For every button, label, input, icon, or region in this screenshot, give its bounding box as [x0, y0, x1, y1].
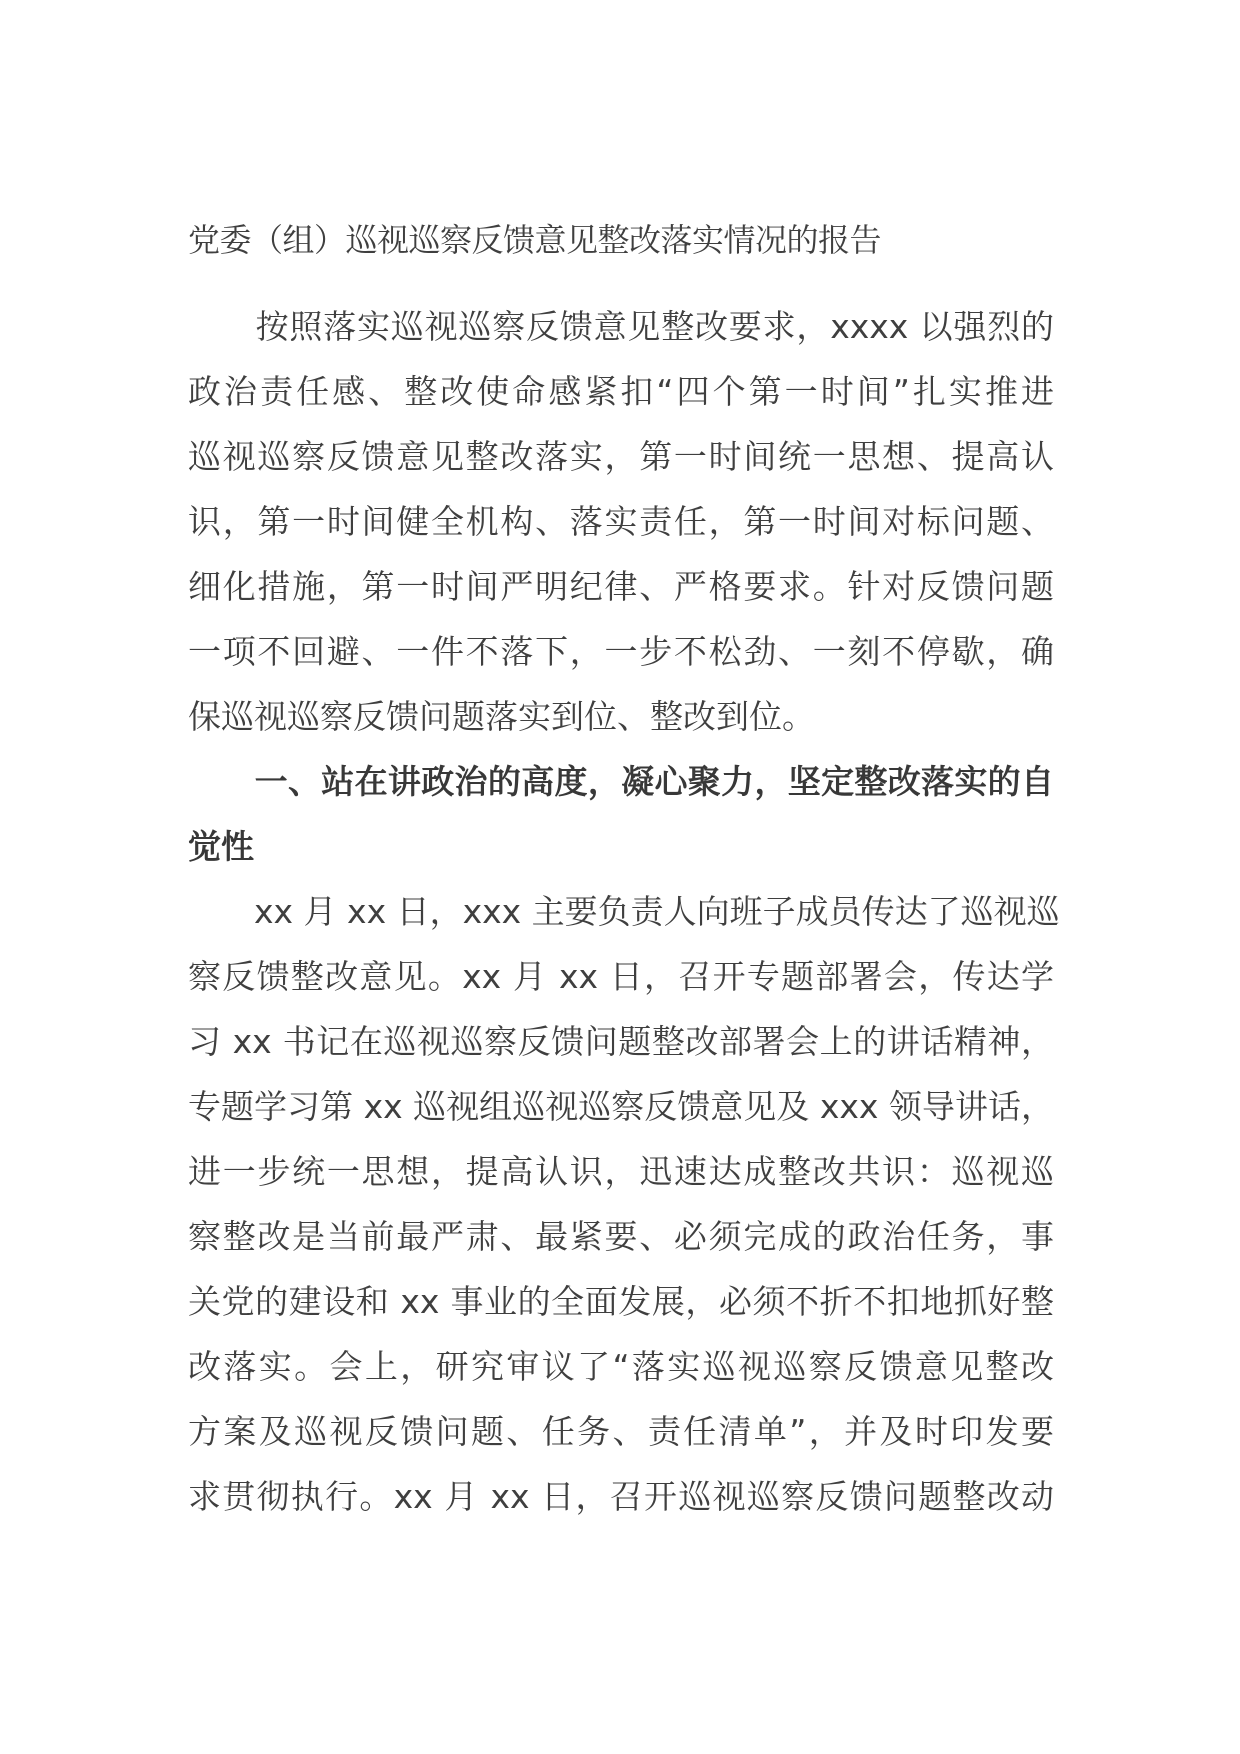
text-line: 察反馈整改意见。xx 月 xx 日，召开专题部署会，传达学 — [188, 957, 1054, 996]
text-line: 方案及巡视反馈问题、任务、责任清单”，并及时印发要 — [188, 1412, 1054, 1451]
text-line: 识，第一时间健全机构、落实责任，第一时间对标问题、 — [188, 502, 1054, 541]
text-line: 细化措施，第一时间严明纪律、严格要求。针对反馈问题 — [188, 567, 1054, 606]
text-line: 政治责任感、整改使命感紧扣“四个第一时间”扎实推进 — [188, 372, 1054, 411]
heading-line: 一、站在讲政治的高度，凝心聚力，坚定整改落实的自 — [188, 762, 1054, 801]
document-title: 党委（组）巡视巡察反馈意见整改落实情况的报告 — [188, 221, 882, 259]
document-page — [188, 208, 1060, 1529]
text-line: xx 月 xx 日，xxx 主要负责人向班子成员传达了巡视巡 — [188, 892, 1060, 931]
heading-line: 觉性 — [188, 827, 254, 866]
section-heading-1 — [188, 749, 1054, 879]
intro-paragraph — [188, 294, 1054, 749]
text-line: 巡视巡察反馈意见整改落实，第一时间统一思想、提高认 — [188, 437, 1054, 476]
text-line: 保巡视巡察反馈问题落实到位、整改到位。 — [188, 697, 815, 736]
text-line: 进一步统一思想，提高认识，迅速达成整改共识：巡视巡 — [188, 1152, 1054, 1191]
text-line: 求贯彻执行。xx 月 xx 日，召开巡视巡察反馈问题整改动 — [188, 1477, 1054, 1516]
text-line: 关党的建设和 xx 事业的全面发展，必须不折不扣地抓好整 — [188, 1282, 1054, 1321]
text-line: 察整改是当前最严肃、最紧要、必须完成的政治任务，事 — [188, 1217, 1054, 1256]
text-line: 专题学习第 xx 巡视组巡视巡察反馈意见及 xxx 领导讲话， — [188, 1087, 1054, 1126]
text-line: 改落实。会上，研究审议了“落实巡视巡察反馈意见整改 — [188, 1347, 1054, 1386]
text-line: 按照落实巡视巡察反馈意见整改要求，xxxx 以强烈的 — [188, 307, 1054, 346]
section-1-paragraph — [188, 879, 1060, 1529]
text-line: 习 xx 书记在巡视巡察反馈问题整改部署会上的讲话精神， — [188, 1022, 1054, 1061]
text-line: 一项不回避、一件不落下，一步不松劲、一刻不停歇，确 — [188, 632, 1054, 671]
